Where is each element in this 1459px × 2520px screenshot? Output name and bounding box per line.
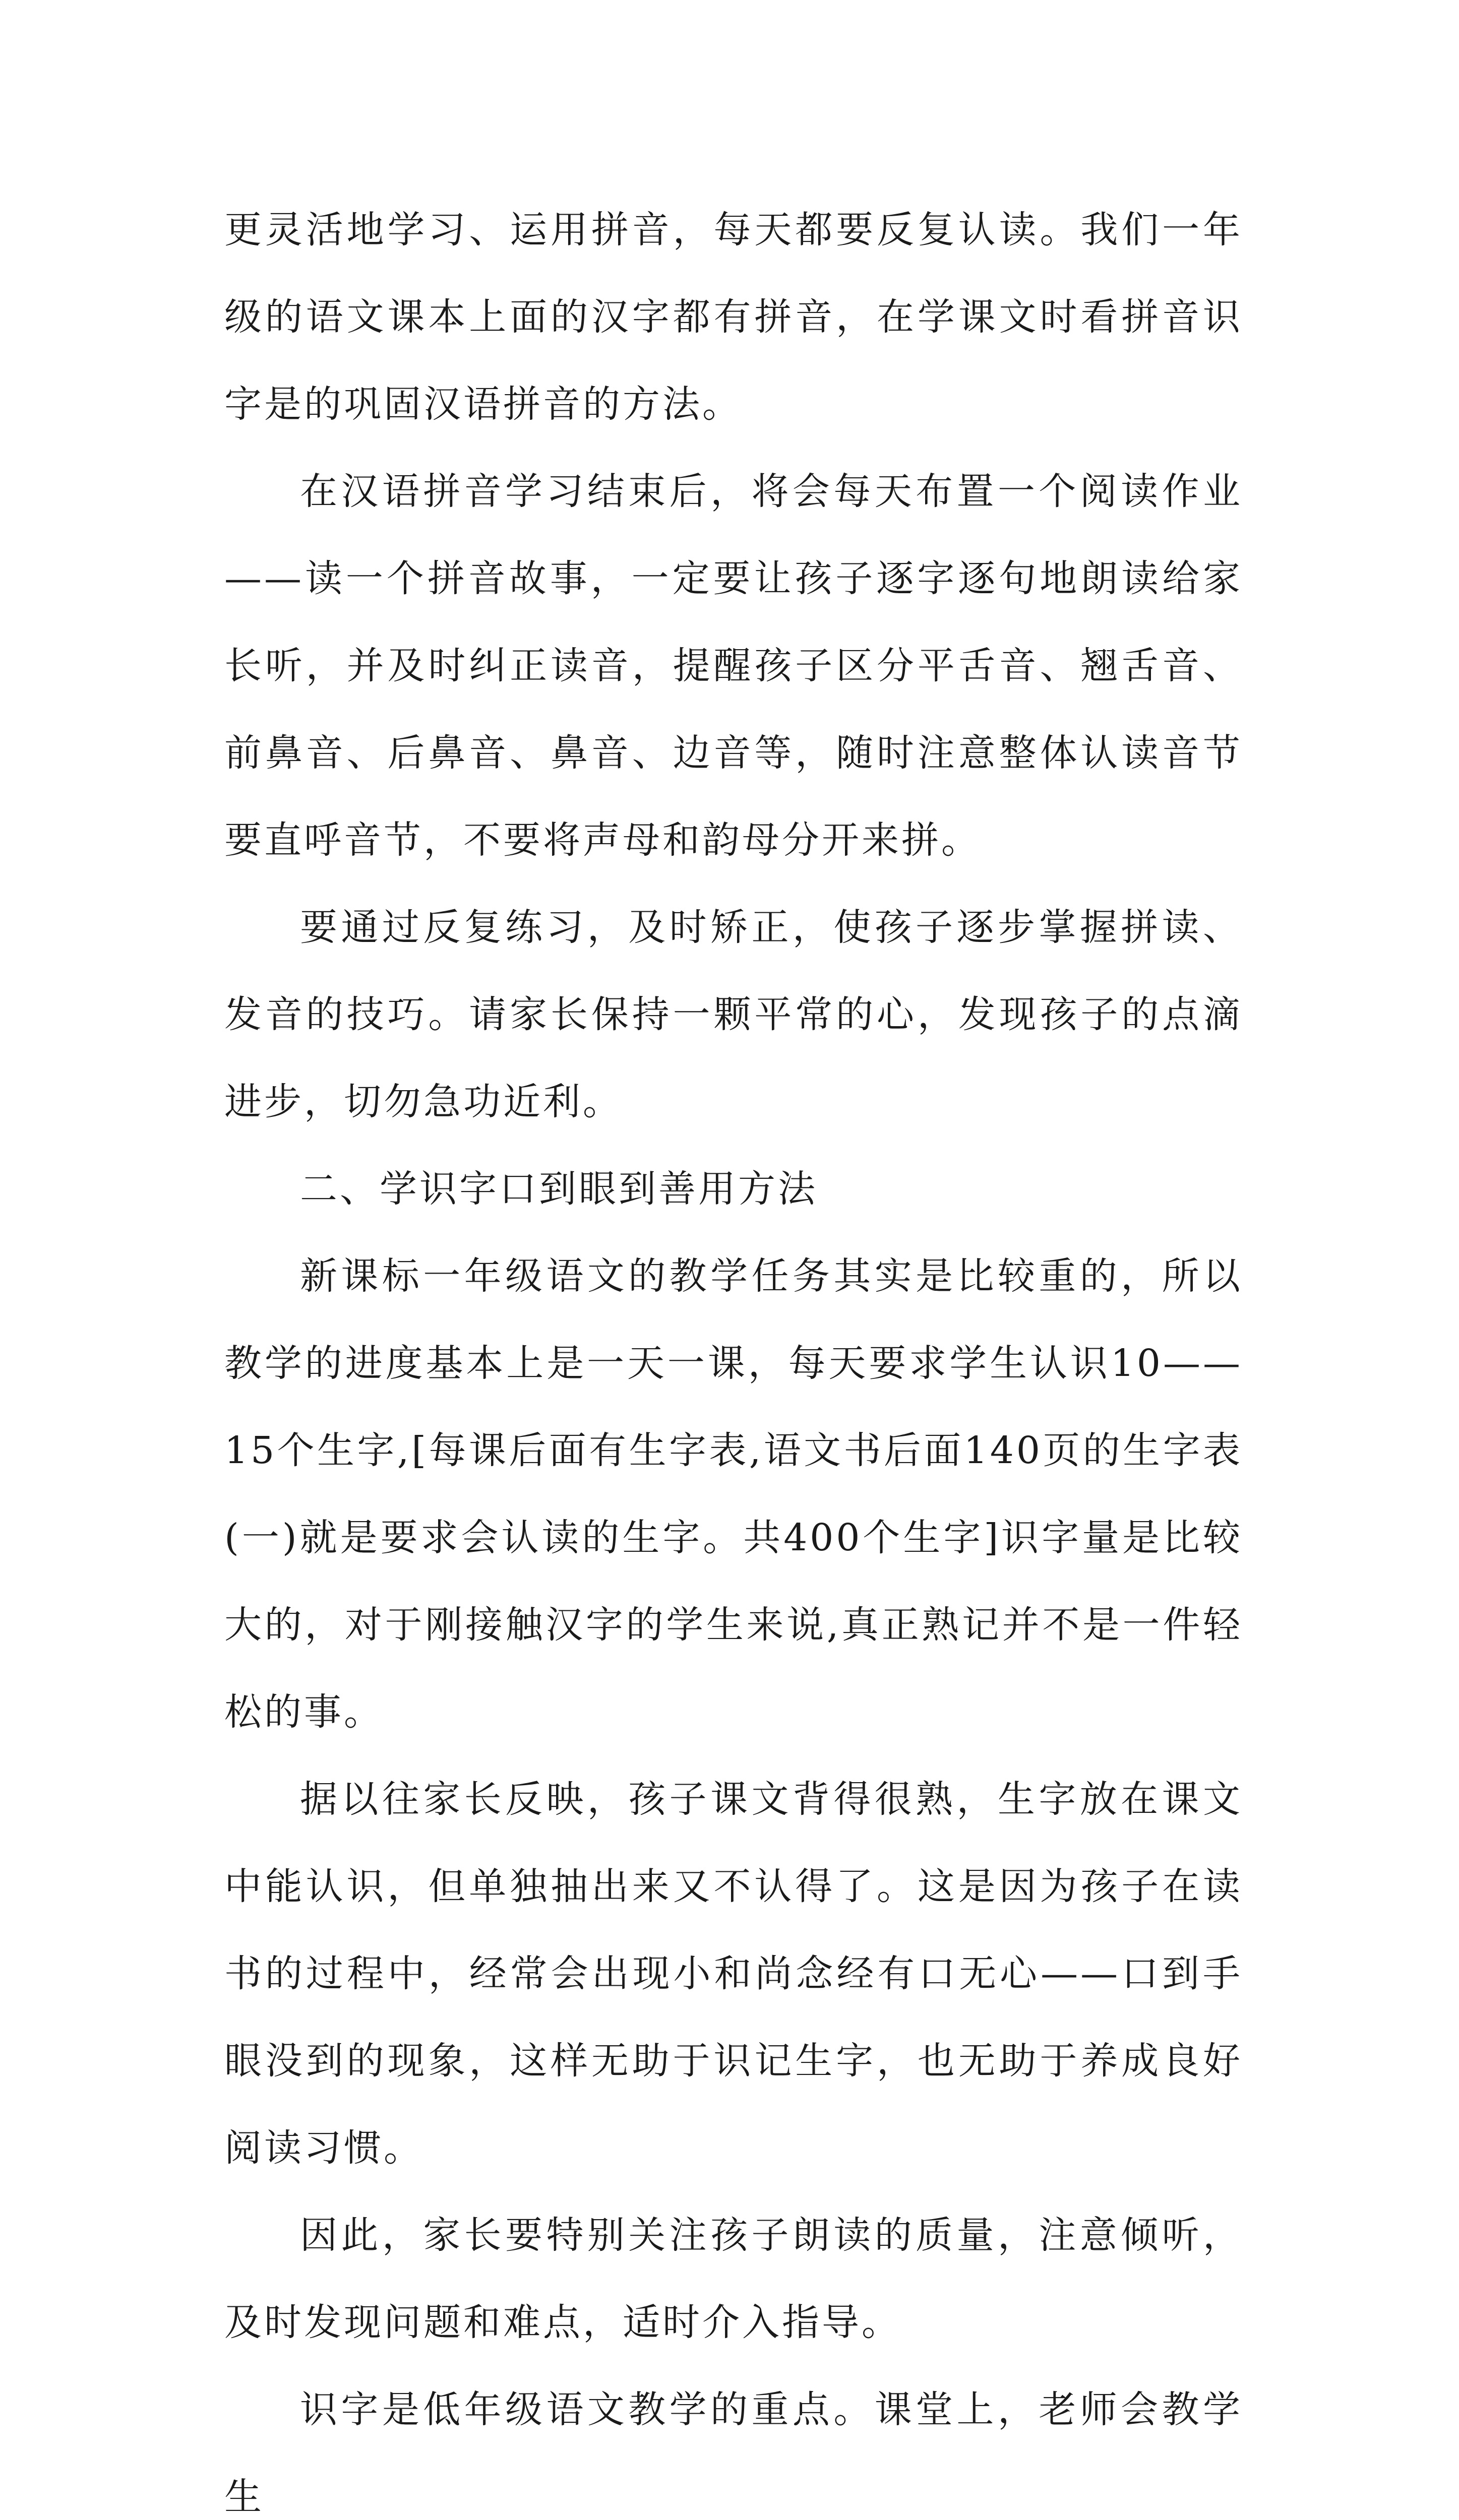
paragraph-1: 更灵活地学习、运用拼音，每天都要反复认读。我们一年级的语文课本上面的汉字都有拼音，在学课文时看拼音识字是的巩固汉语拼音的方法。	[224, 208, 1243, 426]
paragraph-5: 新课标一年级语文的教学任务其实是比较重的，所以教学的进度基本上是一天一课，每天要求学生认识10——15个生字,[每课后面有生字表,语文书后面140页的生字表(一)就是要求会认读的生字。共400个生字]识字量是比较大的，对于刚接触汉字的学生来说,真正熟记并不是一件轻松的事。	[224, 1254, 1243, 1734]
paragraph-3: 要通过反复练习，及时矫正，使孩子逐步掌握拼读、发音的技巧。请家长保持一颗平常的心，发现孩子的点滴进步，切勿急功近利。	[224, 906, 1243, 1123]
document-body	[224, 186, 1243, 2520]
paragraph-8: 识字是低年级语文教学的重点。课堂上，老师会教学生	[224, 2388, 1243, 2518]
paragraph-6: 据以往家长反映，孩子课文背得很熟，生字放在课文中能认识，但单独抽出来又不认得了。这是因为孩子在读书的过程中，经常会出现小和尚念经有口无心——口到手眼没到的现象，这样无助于识记生字，也无助于养成良好阅读习惯。	[224, 1778, 1243, 2170]
paragraph-2: 在汉语拼音学习结束后，将会每天布置一个阅读作业——读一个拼音故事，一定要让孩子逐字逐句地朗读给家长听，并及时纠正读音，提醒孩子区分平舌音、翘舌音、前鼻音、后鼻音、鼻音、边音等，随时注意整体认读音节要直呼音节，不要将声母和韵母分开来拼。	[224, 470, 1243, 862]
section-heading: 二、学识字口到眼到善用方法	[300, 1167, 818, 1211]
paragraph-7: 因此，家长要特别关注孩子朗读的质量，注意倾听，及时发现问题和难点，适时介入指导。	[224, 2214, 1243, 2344]
